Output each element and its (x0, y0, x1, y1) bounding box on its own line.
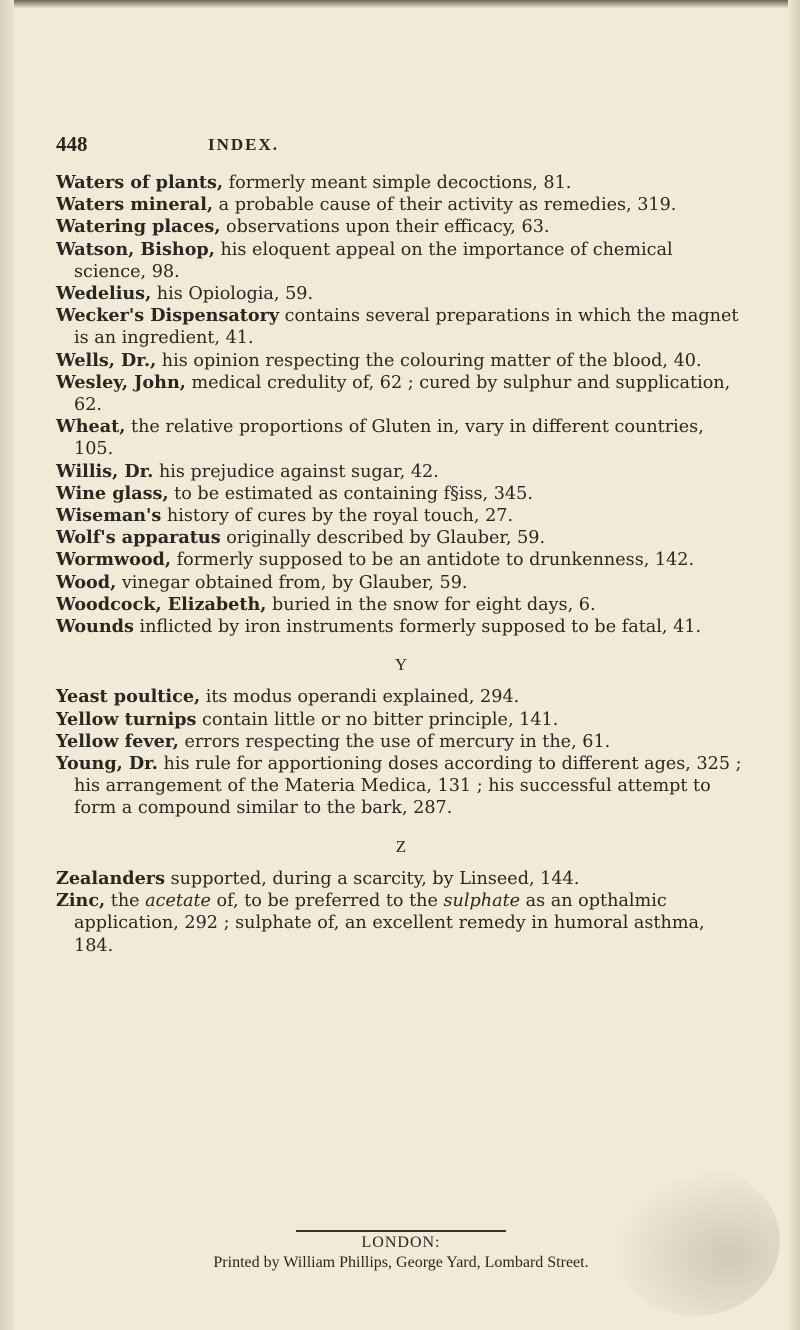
footer-rule (296, 1230, 506, 1232)
imprint-city: LONDON: (361, 1234, 441, 1251)
index-entry (56, 305, 746, 349)
index-section-y (56, 686, 746, 819)
entry-text: medical credulity of, 62 ; cured by sulphur and supplication, 62. (74, 372, 731, 416)
index-entry (56, 239, 746, 283)
entry-lead: Wiseman's (56, 505, 162, 527)
entry-lead: Watson, Bishop, (56, 238, 215, 260)
entry-lead: Yeast poultice, (56, 686, 201, 708)
entry-lead: Wood, (56, 571, 117, 593)
index-entry (56, 172, 746, 194)
entry-text: his Opiologia, 59. (151, 284, 314, 305)
entry-lead: Wounds (56, 616, 134, 638)
index-entry (56, 753, 746, 820)
entry-text: errors respecting the use of mercury in the, 61. (178, 731, 611, 752)
index-entry (56, 505, 746, 527)
entry-text: of, to be preferred to the (210, 891, 444, 912)
entry-text: buried in the snow for eight days, 6. (266, 594, 596, 615)
imprint-footer (56, 1230, 746, 1272)
index-entry (56, 527, 746, 549)
entry-lead: Zealanders (56, 867, 165, 889)
index-entry (56, 350, 746, 372)
page-number: 448 (56, 132, 88, 156)
entry-text: formerly supposed to be an antidote to drunkenness, 142. (171, 550, 695, 571)
entry-lead: Wheat, (56, 416, 126, 438)
entry-text: history of cures by the royal touch, 27. (161, 506, 514, 527)
index-entry (56, 216, 746, 238)
entry-text: his prejudice against sugar, 42. (153, 461, 439, 482)
section-letter-y: Y (394, 655, 408, 675)
index-section-w (56, 172, 746, 638)
entry-italic: acetate (145, 891, 211, 912)
entry-lead: Wormwood, (56, 549, 171, 571)
entry-lead: Yellow fever, (56, 730, 179, 752)
entry-text: originally described by Glauber, 59. (220, 528, 546, 549)
index-entry (56, 549, 746, 571)
page-left-edge (0, 0, 14, 1330)
entry-text: his rule for apportioning doses according to different ages, 325 ; his arrangement of the Materia Medica, 131 ; his successful attempt to form a compound similar to the bark, 287. (74, 754, 742, 819)
entry-text: contain little or no bitter principle, 141. (196, 709, 559, 730)
index-entry (56, 572, 746, 594)
index-entry (56, 731, 746, 753)
entry-italic: sulphate (443, 891, 521, 912)
index-entry (56, 890, 746, 957)
entry-text: his opinion respecting the colouring matter of the blood, 40. (156, 350, 702, 371)
entry-lead: Yellow turnips (56, 708, 197, 730)
index-entry (56, 868, 746, 890)
page-top-edge (0, 0, 800, 8)
index-section-z (56, 868, 746, 957)
entry-lead: Zinc, (56, 890, 106, 912)
index-entry (56, 594, 746, 616)
entry-text: formerly meant simple decoctions, 81. (223, 173, 572, 193)
entry-lead: Wedelius, (56, 283, 152, 305)
index-entry (56, 416, 746, 460)
index-entry (56, 483, 746, 505)
entry-lead: Wecker's Dispensatory (56, 305, 280, 327)
entry-text: observations upon their efficacy, 63. (220, 217, 550, 238)
entry-lead: Wine glass, (56, 482, 169, 504)
entry-lead: Wolf's apparatus (56, 527, 221, 549)
entry-lead: Wesley, John, (56, 371, 186, 393)
entry-text: the (105, 891, 146, 912)
entry-lead: Waters of plants, (56, 172, 224, 193)
index-entry (56, 194, 746, 216)
entry-text: its modus operandi explained, 294. (200, 687, 520, 708)
entry-text: a probable cause of their activity as remedies, 319. (213, 195, 677, 216)
index-entry (56, 709, 746, 731)
entry-text: the relative proportions of Gluten in, vary in different countries, 105. (74, 417, 704, 460)
index-entry (56, 461, 746, 483)
imprint-printer: Printed by William Phillips, George Yard, Lombard Street. (213, 1254, 589, 1271)
index-entry (56, 372, 746, 416)
entry-text: vinegar obtained from, by Glauber, 59. (116, 572, 468, 593)
page-title: INDEX. (208, 135, 280, 154)
entry-text: to be estimated as containing f§iss, 345. (168, 483, 533, 504)
entry-text: his eloquent appeal on the importance of chemical science, 98. (74, 239, 673, 282)
page-right-edge (788, 0, 800, 1330)
entry-text: supported, during a scarcity, by Linseed, 144. (164, 868, 580, 889)
entry-text: contains several preparations in which the magnet is an ingredient, 41. (74, 306, 739, 349)
entry-lead: Waters mineral, (56, 194, 214, 216)
entry-lead: Watering places, (56, 216, 221, 238)
entry-lead: Willis, Dr. (56, 460, 154, 482)
entry-text: inflicted by iron instruments formerly supposed to be fatal, 41. (133, 617, 702, 638)
entry-lead: Woodcock, Elizabeth, (56, 593, 267, 615)
section-letter-z: Z (395, 836, 407, 856)
entry-lead: Wells, Dr., (56, 349, 157, 371)
index-entry (56, 686, 746, 708)
index-content (56, 172, 746, 957)
entry-text: as an opthalmic application, 292 ; sulphate of, an excellent remedy in humoral asthma, 184. (74, 891, 705, 956)
entry-lead: Young, Dr. (56, 753, 158, 775)
index-entry (56, 616, 746, 638)
index-entry (56, 283, 746, 305)
